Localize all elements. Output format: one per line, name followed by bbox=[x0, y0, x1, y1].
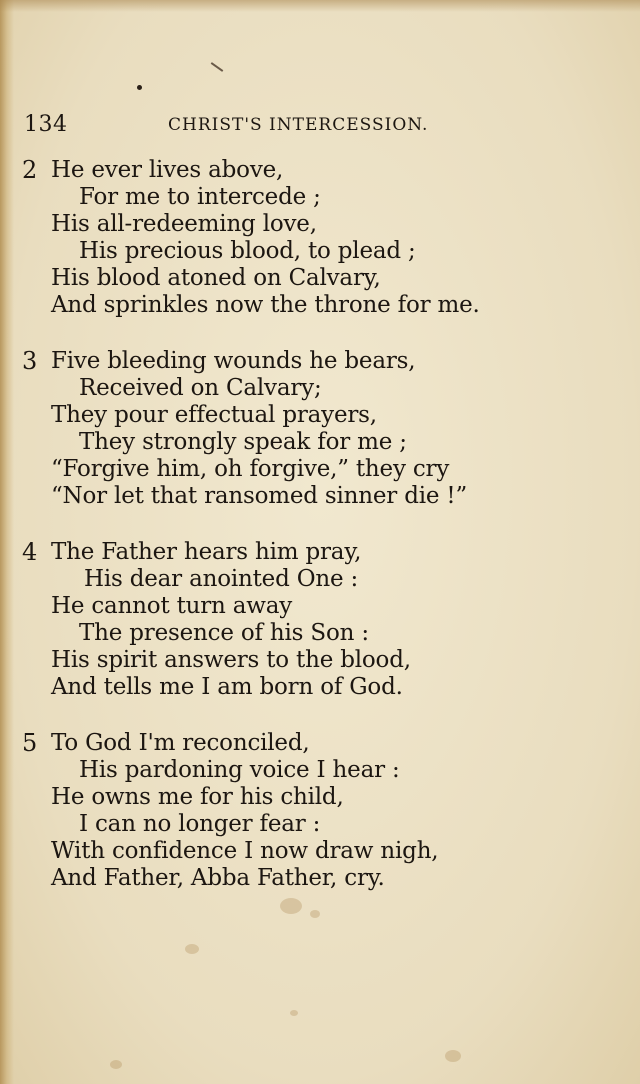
ink-dot bbox=[137, 85, 142, 90]
verse-line: He ever lives above, bbox=[51, 157, 284, 183]
verse-line: His dear anointed One : bbox=[84, 566, 359, 592]
verse-line: His precious blood, to plead ; bbox=[79, 238, 416, 264]
page-header bbox=[24, 112, 464, 142]
paper-stain bbox=[290, 1010, 298, 1016]
verse-line: He owns me for his child, bbox=[51, 784, 344, 810]
paper-stain bbox=[310, 910, 320, 918]
verse-line: His pardoning voice I hear : bbox=[79, 757, 400, 783]
stanza-number: 5 bbox=[22, 729, 38, 757]
page-number: 134 bbox=[24, 112, 68, 137]
verse-line: His blood atoned on Calvary, bbox=[51, 265, 381, 291]
verse-line: His spirit answers to the blood, bbox=[51, 647, 411, 673]
verse-line: With confidence I now draw nigh, bbox=[51, 838, 439, 864]
verse-line: His all-redeeming love, bbox=[51, 211, 317, 237]
paper-stain bbox=[110, 1060, 122, 1069]
verse-line: Five bleeding wounds he bears, bbox=[51, 348, 416, 374]
verse-line: To God I'm reconciled, bbox=[51, 730, 310, 756]
verse-line: He cannot turn away bbox=[51, 593, 293, 619]
verse-line: They pour effectual prayers, bbox=[51, 402, 377, 428]
verse-line: And tells me I am born of God. bbox=[51, 674, 403, 700]
verse-line: And Father, Abba Father, cry. bbox=[51, 865, 385, 891]
verse-line: The Father hears him pray, bbox=[51, 539, 362, 565]
paper-stain bbox=[445, 1050, 461, 1062]
verse-line: For me to intercede ; bbox=[79, 184, 321, 210]
paper-stain bbox=[185, 944, 199, 954]
verse-line: “Nor let that ransomed sinner die !” bbox=[51, 483, 468, 509]
stanza-number: 2 bbox=[22, 156, 38, 184]
ink-mark bbox=[211, 62, 224, 72]
verse-line: “Forgive him, oh forgive,” they cry bbox=[51, 456, 450, 482]
verse-line: They strongly speak for me ; bbox=[79, 429, 407, 455]
stanza-number: 4 bbox=[22, 538, 38, 566]
stanza-number: 3 bbox=[22, 347, 38, 375]
running-head: CHRIST'S INTERCESSION. bbox=[168, 115, 429, 135]
verse-line: I can no longer fear : bbox=[79, 811, 321, 837]
verse-line: Received on Calvary; bbox=[79, 375, 322, 401]
paper-stain bbox=[280, 898, 302, 914]
verse-line: The presence of his Son : bbox=[79, 620, 369, 646]
verse-line: And sprinkles now the throne for me. bbox=[51, 292, 480, 318]
